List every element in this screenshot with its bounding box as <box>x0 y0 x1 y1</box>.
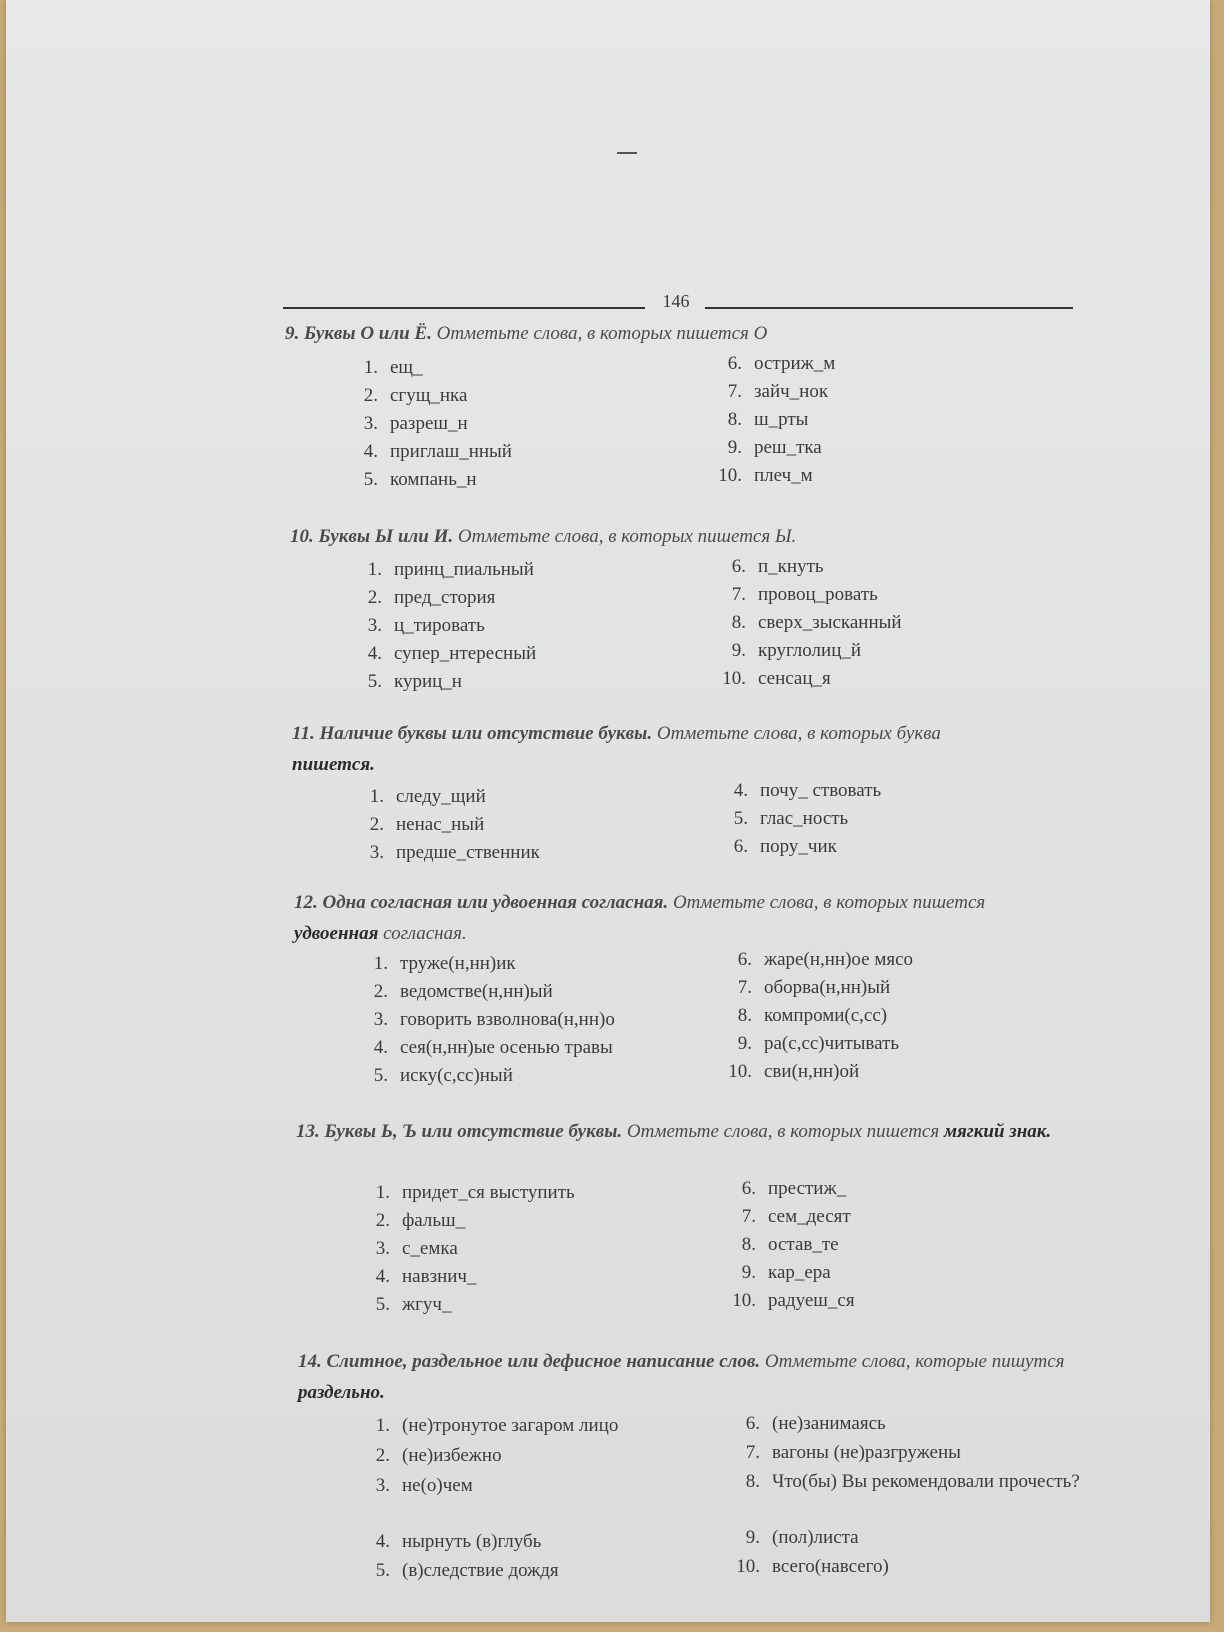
item-number: 4. <box>733 780 748 801</box>
item-text: ещ_ <box>390 357 423 378</box>
task-instruction-tail: согласная. <box>383 923 467 944</box>
item-number: 6. <box>731 556 746 577</box>
header-rule-left <box>283 307 645 309</box>
item-text: фальш_ <box>402 1210 466 1231</box>
item-number: 5. <box>375 1294 390 1315</box>
item-text: радуеш_ся <box>768 1290 855 1311</box>
item-text: сгущ_нка <box>390 385 468 406</box>
item-text: супер_нтересный <box>394 643 537 664</box>
item-number: 6. <box>733 836 748 857</box>
task-emphasis: раздельно. <box>298 1382 385 1403</box>
task-number: 10. <box>290 526 314 547</box>
task-instruction: Отметьте слова, которые пишутся <box>764 1351 1065 1372</box>
item-text: предше_ственник <box>396 842 540 863</box>
item-number: 5. <box>363 469 378 490</box>
item-text: говорить взволнова(н,нн)о <box>400 1009 615 1030</box>
item-number: 7. <box>727 381 742 402</box>
paper-sheet <box>6 0 1210 1622</box>
task-instruction: Отметьте слова, в которых пишется О <box>436 323 768 344</box>
item-number: 4. <box>367 643 382 664</box>
item-text: ц_тировать <box>394 615 485 636</box>
item-text: круглолиц_й <box>758 640 862 661</box>
item-text: придет_ся выступить <box>402 1182 575 1203</box>
item-number: 3. <box>369 842 384 863</box>
item-text: иску(с,сс)ный <box>400 1065 513 1086</box>
item-text: п_кнуть <box>758 556 824 577</box>
item-number: 5. <box>367 671 382 692</box>
item-number: 4. <box>363 441 378 462</box>
item-text: оборва(н,нн)ый <box>764 977 891 998</box>
item-number: 8. <box>737 1005 752 1026</box>
task-emphasis: пишется. <box>292 754 375 775</box>
item-text: (не)занимаясь <box>772 1413 886 1434</box>
item-number: 8. <box>727 409 742 430</box>
item-number: 7. <box>731 584 746 605</box>
item-text: остав_те <box>768 1234 839 1255</box>
item-number: 5. <box>373 1065 388 1086</box>
task-number: 14. <box>298 1351 322 1372</box>
item-text: сенсац_я <box>758 668 831 689</box>
item-text: плеч_м <box>754 465 813 486</box>
item-number: 6. <box>727 353 742 374</box>
item-number: 2. <box>375 1445 390 1466</box>
item-text: компроми(с,сс) <box>764 1005 888 1026</box>
item-number: 1. <box>363 357 378 378</box>
item-text: ведомстве(н,нн)ый <box>400 981 553 1002</box>
task-emphasis: удвоенная <box>294 923 379 944</box>
item-text: сея(н,нн)ые осенью травы <box>400 1037 613 1058</box>
item-text: вагоны (не)разгружены <box>772 1442 961 1463</box>
item-text: (не)избежно <box>402 1445 502 1466</box>
task-instruction: Отметьте слова, в которых пишется Ы. <box>457 526 797 547</box>
task-topic: Буквы Ь, Ъ или отсутствие буквы. <box>324 1121 623 1142</box>
item-number: 2. <box>373 981 388 1002</box>
item-number: 3. <box>373 1009 388 1030</box>
item-text: жаре(н,нн)ое мясо <box>764 949 914 970</box>
item-number: 1. <box>373 953 388 974</box>
task-topic: Одна согласная или удвоенная согласная. <box>322 892 669 913</box>
item-text: пред_стория <box>394 587 496 608</box>
item-number: 7. <box>737 977 752 998</box>
task-instruction: Отметьте слова, в которых пишется <box>672 892 986 913</box>
item-text: разреш_н <box>390 413 468 434</box>
item-number: 10. <box>736 1556 760 1577</box>
item-number: 10. <box>718 465 742 486</box>
item-number: 5. <box>733 808 748 829</box>
item-number: 1. <box>367 559 382 580</box>
item-number: 9. <box>745 1527 760 1548</box>
page-header <box>283 291 1073 317</box>
item-text: приглаш_нный <box>390 441 512 462</box>
task-topic: Буквы Ы или И. <box>318 526 454 547</box>
item-text: принц_пиальный <box>394 559 534 580</box>
item-text: ненас_ный <box>396 814 485 835</box>
item-number: 7. <box>745 1442 760 1463</box>
item-number: 10. <box>722 668 746 689</box>
item-text: реш_тка <box>754 437 822 458</box>
item-text: труже(н,нн)ик <box>400 953 516 974</box>
task-number: 11. <box>292 723 315 744</box>
item-text: сви(н,нн)ой <box>764 1061 860 1082</box>
task-emphasis: мягкий знак. <box>943 1121 1052 1142</box>
item-number: 3. <box>375 1475 390 1496</box>
item-number: 10. <box>728 1061 752 1082</box>
item-text: сверх_зысканный <box>758 612 902 633</box>
item-text: глас_ность <box>760 808 849 829</box>
item-text: Что(бы) Вы рекомендовали прочесть? <box>772 1471 1080 1492</box>
task-number: 9. <box>285 323 300 344</box>
item-text: нырнуть (в)глубь <box>402 1531 542 1552</box>
item-number: 4. <box>373 1037 388 1058</box>
item-text: ш_рты <box>754 409 809 430</box>
item-number: 3. <box>367 615 382 636</box>
item-text: провоц_ровать <box>758 584 878 605</box>
item-text: (не)тронутое загаром лицо <box>402 1415 619 1436</box>
item-text: почу_ ствовать <box>760 780 882 801</box>
item-text: всего(навсего) <box>772 1556 889 1577</box>
item-number: 2. <box>363 385 378 406</box>
item-number: 6. <box>737 949 752 970</box>
item-number: 4. <box>375 1266 390 1287</box>
item-text: с_емка <box>402 1238 458 1259</box>
stray-mark <box>617 152 637 154</box>
item-number: 7. <box>741 1206 756 1227</box>
item-number: 4. <box>375 1531 390 1552</box>
item-text: компань_н <box>390 469 477 490</box>
item-number: 1. <box>369 786 384 807</box>
item-number: 10. <box>732 1290 756 1311</box>
item-text: ра(с,сс)читывать <box>764 1033 900 1054</box>
item-text: (в)следствие дождя <box>402 1560 559 1581</box>
item-number: 9. <box>737 1033 752 1054</box>
item-number: 2. <box>375 1210 390 1231</box>
task-topic: Буквы О или Ё. <box>304 323 432 344</box>
item-number: 8. <box>731 612 746 633</box>
item-text: навзнич_ <box>402 1266 477 1287</box>
item-text: куриц_н <box>394 671 462 692</box>
task-number: 13. <box>296 1121 320 1142</box>
item-text: жгуч_ <box>402 1294 452 1315</box>
item-text: не(о)чем <box>402 1475 473 1496</box>
item-number: 1. <box>375 1182 390 1203</box>
item-number: 6. <box>745 1413 760 1434</box>
item-text: (пол)листа <box>772 1527 859 1548</box>
item-number: 3. <box>363 413 378 434</box>
item-number: 3. <box>375 1238 390 1259</box>
header-rule-right <box>705 307 1073 309</box>
item-number: 8. <box>745 1471 760 1492</box>
task-topic: Слитное, раздельное или дефисное написание слов. <box>326 1351 761 1372</box>
task-topic: Наличие буквы или отсутствие буквы. <box>319 723 653 744</box>
item-text: престиж_ <box>768 1178 847 1199</box>
task-number: 12. <box>294 892 318 913</box>
item-number: 6. <box>741 1178 756 1199</box>
item-text: следу_щий <box>396 786 486 807</box>
task-instruction: Отметьте слова, в которых пишется <box>626 1121 940 1142</box>
item-text: остриж_м <box>754 353 836 374</box>
item-text: зайч_нок <box>754 381 829 402</box>
item-text: кар_ера <box>768 1262 831 1283</box>
item-number: 2. <box>367 587 382 608</box>
item-number: 8. <box>741 1234 756 1255</box>
item-number: 1. <box>375 1415 390 1436</box>
task-instruction: Отметьте слова, в которых буква <box>656 723 941 744</box>
page-number: 146 <box>662 291 690 311</box>
item-text: сем_десят <box>768 1206 851 1227</box>
item-number: 9. <box>727 437 742 458</box>
item-number: 2. <box>369 814 384 835</box>
item-number: 9. <box>741 1262 756 1283</box>
item-text: пору_чик <box>760 836 837 857</box>
item-number: 9. <box>731 640 746 661</box>
item-number: 5. <box>375 1560 390 1581</box>
